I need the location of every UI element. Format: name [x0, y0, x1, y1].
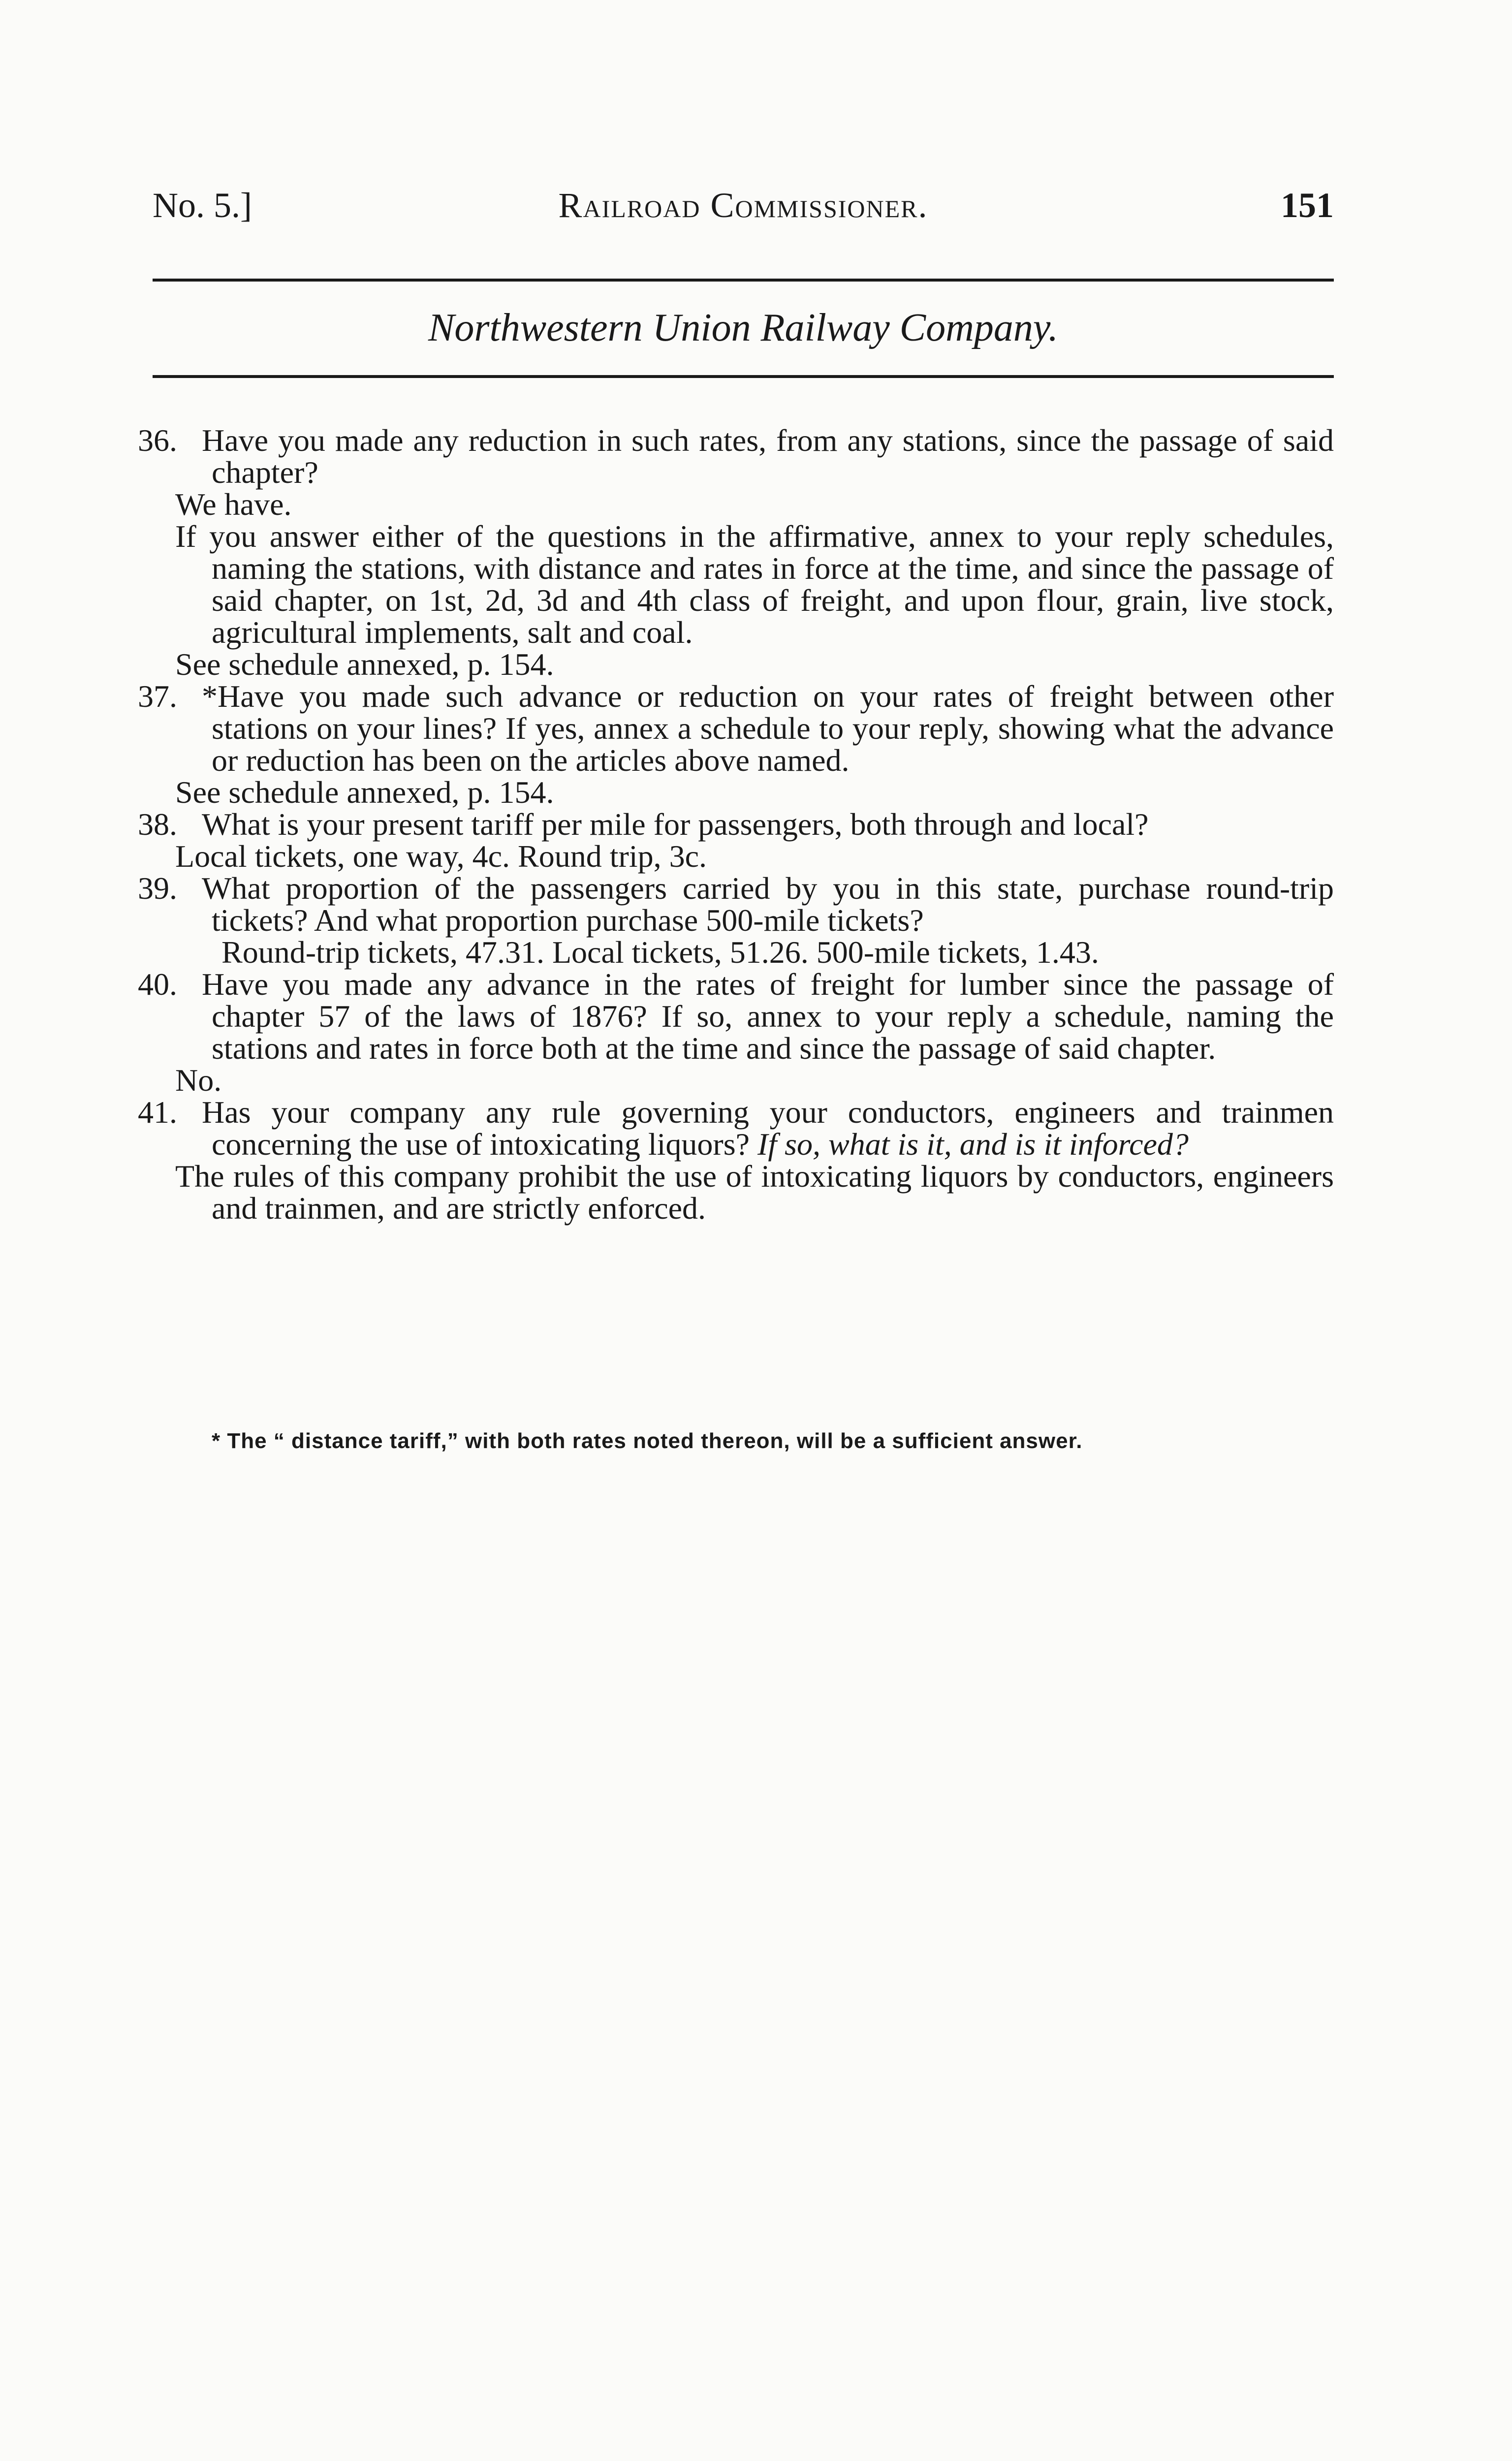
question-text: *Have you made such advance or reduction on your rates of freight between other stations on your lines? If yes, annex a schedule to your reply, showing what the advance or reduction has been on the articles above named.: [202, 679, 1334, 778]
section-title: Northwestern Union Railway Company.: [428, 306, 1058, 349]
question-text: What is your present tariff per mile for passengers, both through and local?: [202, 807, 1149, 842]
header-left: No. 5.]: [153, 186, 252, 225]
question-number: 36.: [138, 423, 177, 458]
question-number: 41.: [138, 1095, 177, 1130]
question-text: What proportion of the passengers carried by you in this state, purchase round-trip tickets? And what proportion purchase 500-mile tickets?: [202, 871, 1334, 938]
answer-text: See schedule annexed, p. 154.: [175, 647, 554, 682]
question-number: 38.: [138, 807, 177, 842]
running-head: [153, 183, 1334, 227]
answer-text: If you answer either of the questions in the affirmative, annex to your reply schedules, naming the stations, with distance and rates in force at the time, and since the passage of said chapter, on 1st, 2d, 3d and 4th class of freight, and upon flour, grain, live stock, agricultural implements, salt and coal.: [175, 519, 1334, 650]
footnote: * The “ distance tariff,” with both rates noted thereon, will be a sufficient answer.: [212, 1429, 1083, 1453]
answer-text: See schedule annexed, p. 154.: [175, 775, 554, 810]
question-number: 40.: [138, 967, 177, 1002]
answer-text: Round-trip tickets, 47.31. Local tickets, 51.26. 500-mile tickets, 1.43.: [221, 935, 1099, 970]
question-39: [138, 872, 1334, 936]
questions-body: [138, 424, 1334, 1224]
question-number: 39.: [138, 871, 177, 906]
question-38: [138, 808, 1334, 840]
answer-text: We have.: [175, 487, 292, 522]
page-number: 151: [1281, 186, 1334, 225]
question-text: Have you made any advance in the rates of freight for lumber since the passage of chapter 57 of the laws of 1876? If so, annex to your reply a schedule, naming the stations and rates in force both at the time and since the passage of said chapter.: [202, 967, 1334, 1066]
question-40: [138, 968, 1334, 1064]
header-rule-bottom: [153, 375, 1334, 378]
question-text: Has your company any rule governing your conductors, engineers and trainmen concerning the use of intoxicating liquors?: [202, 1095, 1334, 1162]
question-36: [138, 424, 1334, 488]
question-37: [138, 680, 1334, 776]
header-rule-top: [153, 279, 1334, 282]
answer-text: No.: [175, 1063, 222, 1098]
answer-text: The rules of this company prohibit the use of intoxicating liquors by conductors, engineers and trainmen, and are strictly enforced.: [175, 1159, 1334, 1226]
question-text: Have you made any reduction in such rates, from any stations, since the passage of said chapter?: [202, 423, 1334, 490]
question-41: [138, 1096, 1334, 1160]
question-number: 37.: [138, 679, 177, 714]
answer-text: Local tickets, one way, 4c. Round trip, 3c.: [175, 839, 707, 874]
question-text-italic: If so, what is it, and is it inforced?: [757, 1127, 1189, 1162]
header-title: Railroad Commissioner.: [558, 186, 928, 225]
